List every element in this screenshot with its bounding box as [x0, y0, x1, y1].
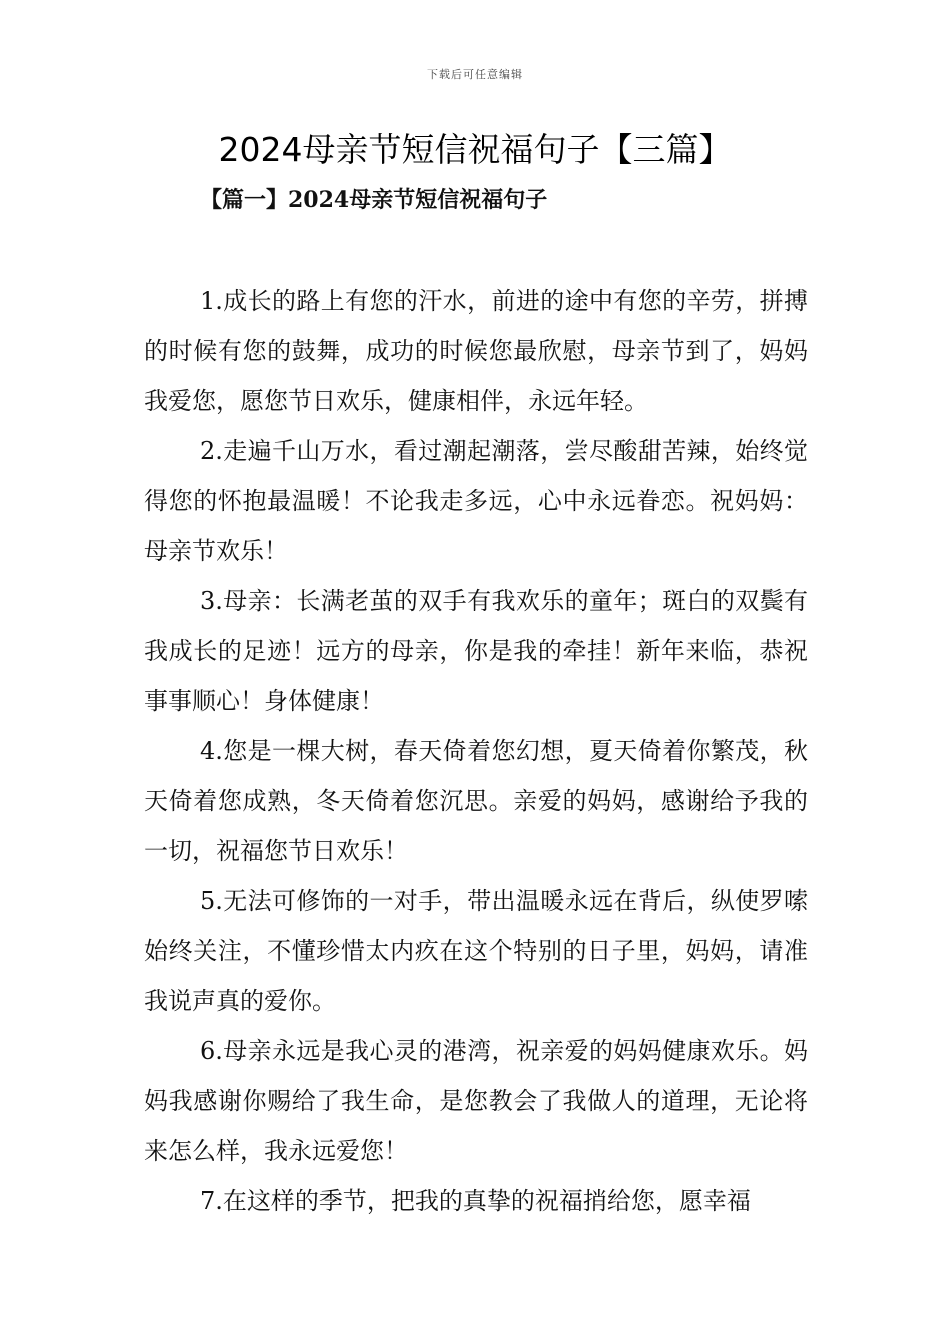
section-heading: 【篇一】2024母亲节短信祝福句子 [200, 187, 548, 213]
document-title: 2024母亲节短信祝福句子【三篇】 [218, 130, 732, 169]
paragraph-6: 6.母亲永远是我心灵的港湾，祝亲爱的妈妈健康欢乐。妈妈我感谢你赐给了我生命，是您教会了我做人的道理，无论将来怎么样，我永远爱您！ [144, 1037, 808, 1165]
paragraph-4: 4.您是一棵大树，春天倚着您幻想，夏天倚着你繁茂，秋天倚着您成熟，冬天倚着您沉思。亲爱的妈妈，感谢给予我的一切，祝福您节日欢乐！ [144, 737, 808, 865]
paragraph-2: 2.走遍千山万水，看过潮起潮落，尝尽酸甜苦辣，始终觉得您的怀抱最温暖！不论我走多远，心中永远眷恋。祝妈妈：母亲节欢乐！ [144, 437, 808, 565]
document-body [144, 276, 808, 1226]
paragraph-7: 7.在这样的季节，把我的真挚的祝福捎给您，愿幸福 [200, 1187, 751, 1215]
paragraph-3: 3.母亲：长满老茧的双手有我欢乐的童年；斑白的双鬓有我成长的足迹！远方的母亲，你是我的牵挂！新年来临，恭祝事事顺心！身体健康！ [144, 587, 808, 715]
paragraph-5: 5.无法可修饰的一对手，带出温暖永远在背后，纵使罗嗦始终关注，不懂珍惜太内疚在这个特别的日子里，妈妈，请准我说声真的爱你。 [144, 887, 808, 1015]
paragraph-1: 1.成长的路上有您的汗水，前进的途中有您的辛劳，拼搏的时候有您的鼓舞，成功的时候您最欣慰，母亲节到了，妈妈我爱您，愿您节日欢乐，健康相伴，永远年轻。 [144, 287, 808, 415]
page-header-note: 下载后可任意编辑 [427, 68, 523, 81]
